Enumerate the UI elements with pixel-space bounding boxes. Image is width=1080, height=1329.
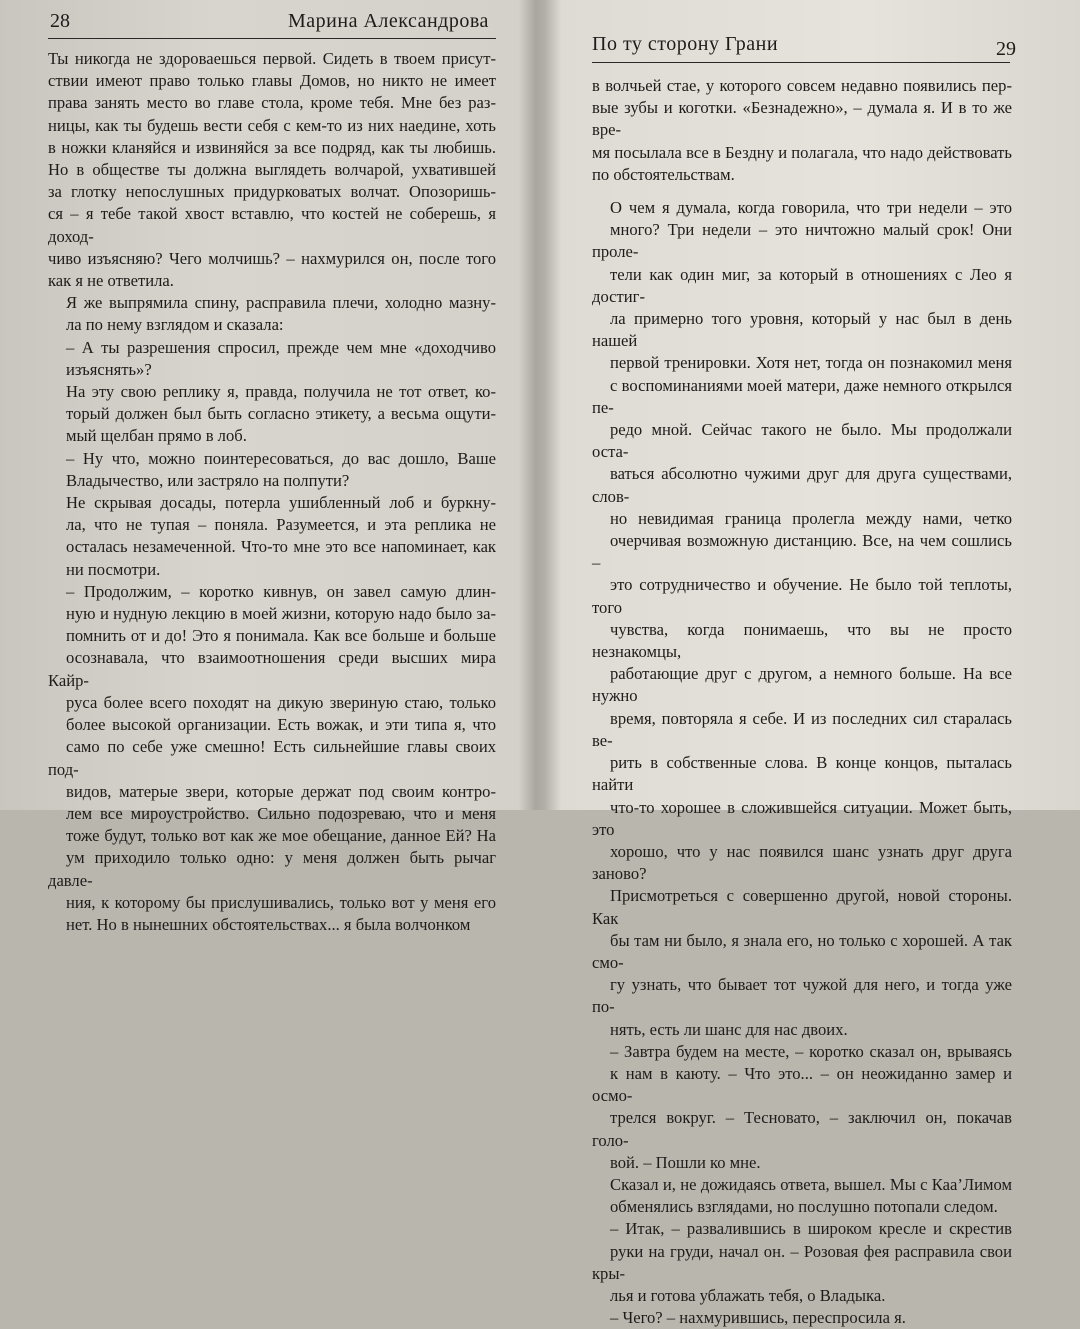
text-line: Ты никогда не здороваешься первой. Сидеть в твоем присут- bbox=[48, 49, 496, 68]
text-line: Но в обществе ты должна выглядеть волчарой, ухватившей bbox=[48, 160, 496, 180]
text-line: что-то хорошее в сложившейся ситуации. Может быть, это bbox=[592, 797, 1012, 839]
text-line: бы там ни было, я знала его, но только с хорошей. А так смо- bbox=[592, 930, 1012, 972]
text-line: Сказал и, не дожидаясь ответа, вышел. Мы с Каа’Лимом bbox=[610, 1174, 1012, 1194]
text-line: гу узнать, что бывает тот чужой для него, и тогда уже по- bbox=[592, 975, 1012, 1017]
text-line: за глотку непослушных придурковатых волчат. Опозоришь- bbox=[48, 182, 496, 202]
text-line: к нам в каюту. – Что это... – он неожиданно замер и осмо- bbox=[592, 1063, 1012, 1106]
text-line: ла, что не тупая – поняла. Разумеется, и эта реплика не bbox=[66, 515, 496, 535]
running-head-title: По ту сторону Грани bbox=[592, 33, 779, 55]
text-line: трелся вокруг. – Тесновато, – заключил он, покачав голо- bbox=[592, 1108, 1012, 1150]
text-line: ния, к которому бы прислушивались, только вот у меня его bbox=[66, 892, 496, 912]
text-line: видов, матерые звери, которые держат под своим контро- bbox=[66, 781, 496, 801]
text-line: Я же выпрямила спину, расправила плечи, холодно мазну- bbox=[66, 293, 496, 313]
paragraph bbox=[592, 1218, 1012, 1307]
text-line: осталась незамеченной. Что-то мне это все напоминает, как bbox=[66, 537, 496, 557]
text-line: первой тренировки. Хотя нет, тогда он познакомил меня bbox=[610, 353, 1012, 373]
text-line: с воспоминаниями моей матери, даже немного открылся пе- bbox=[592, 375, 1012, 417]
text-line: в ножки кланяйся и извиняйся за все подряд, как ты любишь. bbox=[48, 137, 496, 157]
left-page bbox=[0, 0, 536, 934]
text-line: осознавала, что взаимоотношения среди высших мира Кайр- bbox=[48, 648, 496, 690]
text-line: ваться абсолютно чужими друг для друга существами, слов- bbox=[592, 464, 1012, 506]
text-line: само по себе уже смешно! Есть сильнейшие главы своих под- bbox=[48, 737, 496, 779]
text-line: изъяснять»? bbox=[66, 359, 152, 379]
text-line: чувства, когда понимаешь, что вы не просто незнакомцы, bbox=[592, 619, 1012, 662]
text-line: лем все мироустройство. Сильно подозреваю, что и меня bbox=[66, 803, 496, 823]
paragraph bbox=[48, 381, 496, 448]
text-line: нять, есть ли шанс для нас двоих. bbox=[610, 1019, 848, 1039]
header-rule bbox=[592, 62, 1010, 63]
text-line: – Чего? – нахмурившись, переспросила я. bbox=[610, 1308, 906, 1328]
text-line: ум приходило только одно: у меня должен быть рычаг давле- bbox=[48, 848, 496, 890]
text-line: права занять место во главе стола, кроме тебя. Мне без раз- bbox=[48, 93, 496, 113]
text-line: редо мной. Сейчас такого не было. Мы продолжали оста- bbox=[592, 420, 1012, 462]
text-line: – Продолжим, – коротко кивнув, он завел самую длин- bbox=[66, 581, 496, 601]
paragraph bbox=[48, 337, 496, 381]
text-line: чиво изъясняю? Чего молчишь? – нахмурился он, после того bbox=[48, 248, 496, 268]
text-line: Владычество, или застряло на полпути? bbox=[66, 470, 350, 490]
text-line: в волчьей стае, у которого совсем недавно появились пер- bbox=[592, 76, 1012, 95]
paragraph bbox=[592, 1041, 1012, 1174]
text-line: мый щелбан прямо в лоб. bbox=[66, 426, 247, 446]
text-line: ла примерно того уровня, который у нас был в день нашей bbox=[592, 309, 1012, 351]
text-line: Не скрывая досады, потерла ушибленный лоб и буркну- bbox=[66, 493, 496, 513]
paragraph bbox=[592, 197, 1012, 1041]
text-line: очерчивая возможную дистанцию. Все, на чем сошлись – bbox=[592, 531, 1012, 573]
text-line: О чем я думала, когда говорила, что три недели – это bbox=[610, 198, 1012, 218]
paragraph bbox=[48, 448, 496, 492]
text-line: ную и нудную лекцию в моей жизни, которую надо было за- bbox=[66, 604, 496, 624]
text-line: тоже будут, только вот как же мое обещание, данное Ей? На bbox=[66, 826, 496, 846]
text-line: по обстоятельствам. bbox=[592, 164, 735, 184]
text-line: ла по нему взглядом и сказала: bbox=[66, 315, 284, 335]
paragraph bbox=[592, 75, 1012, 186]
page-number: 29 bbox=[996, 38, 1016, 60]
paragraph bbox=[592, 1307, 1012, 1329]
text-line: ни посмотри. bbox=[66, 559, 161, 579]
paragraph bbox=[48, 492, 496, 581]
text-line: – Итак, – развалившись в широком кресле и скрестив bbox=[610, 1219, 1012, 1239]
text-line: руки на груди, начал он. – Розовая фея расправила свои кры- bbox=[592, 1241, 1012, 1283]
text-line: помнить от и до! Это я понимала. Как все больше и больше bbox=[66, 626, 496, 646]
paragraph bbox=[48, 292, 496, 336]
body-text bbox=[592, 75, 1012, 1329]
text-line: На эту свою реплику я, правда, получила не тот ответ, ко- bbox=[66, 382, 496, 402]
paragraph bbox=[48, 48, 496, 292]
text-line: торый должен был быть согласно этикету, а весьма ощути- bbox=[66, 404, 496, 424]
text-line: Присмотреться с совершенно другой, новой стороны. Как bbox=[592, 886, 1012, 928]
text-line: вые зубы и коготки. «Безнадежно», – думала я. И в то же вре- bbox=[592, 98, 1012, 140]
text-line: вой. – Пошли ко мне. bbox=[610, 1152, 761, 1172]
text-line: это сотрудничество и обучение. Не было той теплоты, того bbox=[592, 575, 1012, 617]
text-line: мя посылала все в Бездну и полагала, что надо действовать bbox=[592, 142, 1012, 162]
text-line: – А ты разрешения спросил, прежде чем мне «доходчиво bbox=[66, 337, 496, 357]
body-text bbox=[48, 48, 496, 936]
right-page bbox=[544, 0, 1080, 1328]
text-line: хорошо, что у нас появился шанс узнать друг друга заново? bbox=[592, 841, 1012, 884]
text-line: тели как один миг, за который в отношениях с Лео я достиг- bbox=[592, 264, 1012, 306]
paragraph bbox=[592, 1174, 1012, 1218]
text-line: более высокой организации. Есть вожак, и эти типа я, что bbox=[66, 715, 496, 735]
text-line: – Завтра будем на месте, – коротко сказал он, врываясь bbox=[610, 1041, 1012, 1061]
text-line: ствии имеют право только главы Домов, но никто не имеет bbox=[48, 71, 496, 91]
text-line: руса более всего походят на дикую звериную стаю, только bbox=[66, 692, 496, 712]
page-number: 28 bbox=[50, 10, 70, 32]
text-line: – Ну что, можно поинтересоваться, до вас дошло, Ваше bbox=[66, 448, 496, 468]
text-line: ся – я тебе такой хвост вставлю, что костей не соберешь, я доход- bbox=[48, 204, 496, 246]
text-line: время, повторяла я себе. И из последних сил старалась ве- bbox=[592, 708, 1012, 750]
text-line: но невидимая граница пролегла между нами, четко bbox=[610, 508, 1012, 528]
text-line: нет. Но в нынешних обстоятельствах... я была волчонком bbox=[66, 914, 471, 934]
text-line: ницы, как ты будешь вести себя с кем-то из них наедине, хоть bbox=[48, 115, 496, 135]
text-line: много? Три недели – это ничтожно малый срок! Они проле- bbox=[592, 220, 1012, 262]
header-rule bbox=[48, 38, 496, 39]
paragraph bbox=[48, 581, 496, 936]
text-line: рить в собственные слова. В конце концов, пыталась найти bbox=[592, 753, 1012, 795]
text-line: как я не ответила. bbox=[48, 271, 174, 291]
running-head-author: Марина Александрова bbox=[288, 10, 489, 32]
text-line: обменялись взглядами, но послушно потопали следом. bbox=[610, 1197, 998, 1217]
text-line: лья и готова ублажать тебя, о Владыка. bbox=[610, 1285, 886, 1305]
text-line: работающие друг с другом, а немного больше. На все нужно bbox=[592, 664, 1012, 706]
